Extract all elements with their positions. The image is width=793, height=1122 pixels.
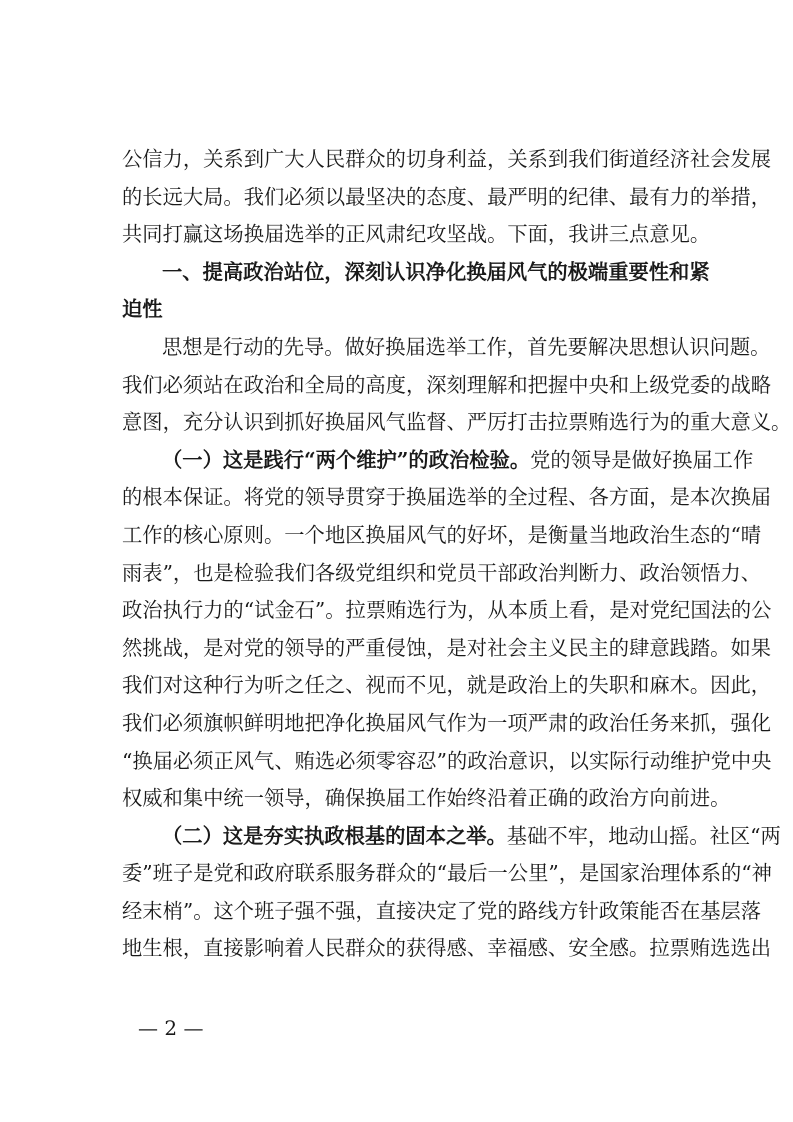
text-line — [122, 179, 772, 217]
text-line — [122, 818, 781, 856]
line-text: 我们必须站在政治和全局的高度，深刻理解和把握中央和上级党委的战略 — [122, 372, 772, 397]
text-line — [122, 517, 762, 555]
subsection-title: （一）这是践行“两个维护”的政治检验。 — [162, 447, 531, 472]
line-text: 基础不牢，地动山摇。社区“两 — [506, 823, 781, 848]
text-line — [122, 442, 754, 480]
line-text: 工作的核心原则。一个地区换届风气的好坏，是衡量当地政治生态的“晴 — [122, 522, 762, 547]
line-text: 雨表”，也是检验我们各级党组织和党员干部政治判断力、政治领悟力、 — [122, 560, 762, 585]
line-text: 我们必须旗帜鲜明地把净化换届风气作为一项严肃的政治任务来抓，强化 — [122, 710, 772, 735]
text-line — [122, 367, 772, 405]
subsection-title: （二）这是夯实执政根基的固本之举。 — [162, 823, 507, 848]
line-text: 的根本保证。将党的领导贯穿于换届选举的全过程、各方面，是本次换届 — [122, 485, 772, 510]
line-text: 的长远大局。我们必须以最坚决的态度、最严明的纪律、最有力的举措， — [122, 184, 772, 209]
document-body — [122, 141, 792, 968]
line-text: 政治执行力的“试金石”。拉票贿选行为，从本质上看，是对党纪国法的公 — [122, 598, 772, 623]
text-line — [122, 780, 731, 818]
line-text: “换届必须正风气、贿选必须零容忍”的政治意识，以实际行动维护党中央 — [122, 748, 772, 773]
text-line — [122, 893, 762, 931]
text-line — [122, 667, 772, 705]
line-text: 委”班子是党和政府联系服务群众的“最后一公里”，是国家治理体系的“神 — [122, 861, 772, 886]
text-line — [122, 705, 772, 743]
text-line — [122, 855, 772, 893]
line-text: 地生根，直接影响着人民群众的获得感、幸福感、安全感。拉票贿选选出 — [122, 936, 772, 961]
text-line — [122, 329, 771, 367]
section-heading-line — [122, 254, 710, 292]
line-text: 思想是行动的先导。做好换届选举工作，首先要解决思想认识问题。 — [162, 334, 771, 359]
text-line — [122, 479, 772, 517]
line-text: 权威和集中统一领导，确保换届工作始终沿着正确的政治方向前进。 — [122, 786, 731, 811]
text-line — [122, 630, 772, 668]
text-line — [122, 141, 772, 179]
line-text: 共同打赢这场换届选举的正风肃纪攻坚战。下面，我讲三点意见。 — [122, 222, 711, 247]
text-line — [122, 404, 792, 442]
line-text: 经末梢”。这个班子强不强，直接决定了党的路线方针政策能否在基层落 — [122, 898, 762, 923]
line-text: 然挑战，是对党的领导的严重侵蚀，是对社会主义民主的肆意践踏。如果 — [122, 635, 772, 660]
text-line — [122, 555, 762, 593]
line-text: 我们对这种行为听之任之、视而不见，就是政治上的失职和麻木。因此， — [122, 673, 772, 698]
line-text: 一、提高政治站位，深刻认识净化换届风气的极端重要性和紧 — [162, 259, 710, 284]
text-line — [122, 216, 711, 254]
line-text: 党的领导是做好换届工作 — [530, 447, 754, 472]
line-text: 公信力，关系到广大人民群众的切身利益，关系到我们街道经济社会发展 — [122, 147, 772, 171]
text-line — [122, 592, 772, 630]
line-text: 意图，充分认识到抓好换届风气监督、严厉打击拉票贿选行为的重大意义。 — [122, 410, 792, 435]
text-line — [122, 930, 772, 968]
line-text: 迫性 — [122, 297, 163, 322]
text-line — [122, 743, 772, 781]
page-number: — 2 — — [138, 1016, 204, 1040]
section-heading-line — [122, 291, 702, 329]
